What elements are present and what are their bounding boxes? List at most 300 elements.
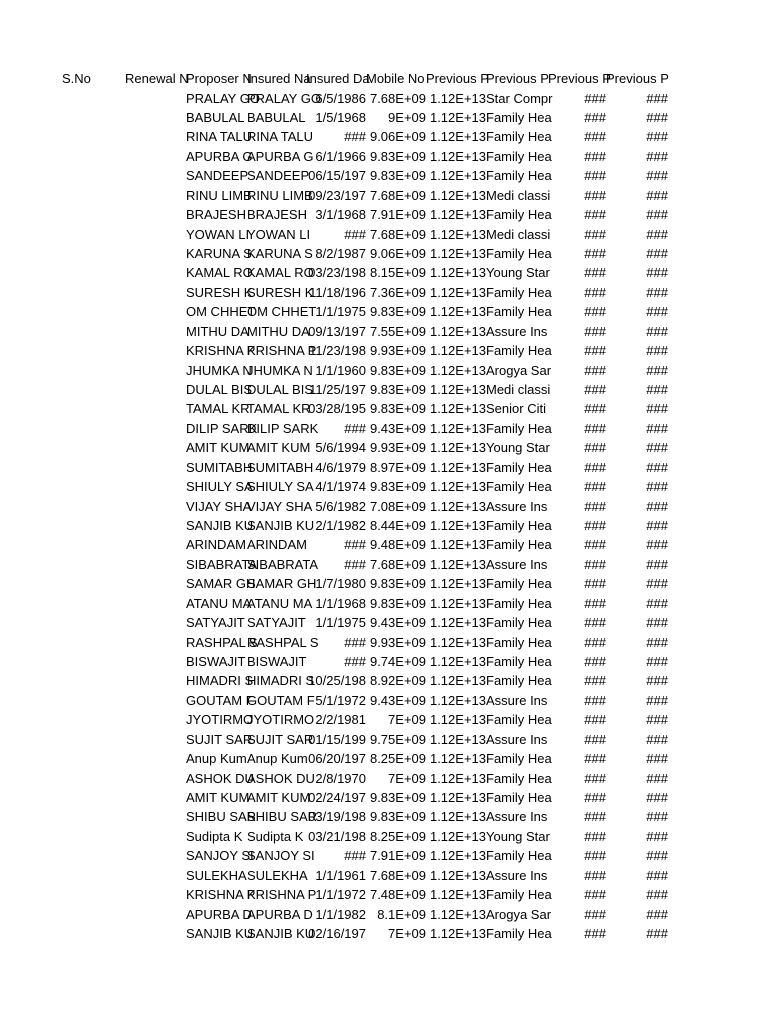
cell-previous-policy-no[interactable]: 1.12E+13 <box>429 615 486 631</box>
cell-previous-end[interactable]: ### <box>646 479 668 495</box>
cell-insured-name[interactable]: AMIT KUM <box>247 440 311 456</box>
cell-previous-policy-no[interactable]: 1.12E+13 <box>429 867 486 883</box>
cell-mobile-no[interactable]: 7.91E+09 <box>369 207 426 223</box>
cell-previous-product[interactable]: Family Hea <box>486 634 552 650</box>
cell-insured-dob[interactable]: 5/6/1994 <box>315 440 366 456</box>
cell-mobile-no[interactable]: 8.97E+09 <box>369 459 426 475</box>
cell-previous-end[interactable]: ### <box>646 906 668 922</box>
cell-proposer-name[interactable]: JYOTIRMO <box>186 712 254 728</box>
cell-proposer-name[interactable]: SANJIB KU <box>186 925 254 941</box>
cell-insured-name[interactable]: SUMITABH <box>247 459 314 475</box>
cell-proposer-name[interactable]: MITHU DA <box>186 323 249 339</box>
cell-previous-product[interactable]: Family Hea <box>486 207 552 223</box>
cell-mobile-no[interactable]: 9.83E+09 <box>369 401 426 417</box>
cell-previous-product[interactable]: Family Hea <box>486 168 552 184</box>
cell-previous-end[interactable]: ### <box>646 770 668 786</box>
cell-insured-dob[interactable]: 6/1/1966 <box>315 148 366 164</box>
cell-previous-policy-no[interactable]: 1.12E+13 <box>429 245 486 261</box>
cell-previous-product[interactable]: Senior Citi <box>486 401 546 417</box>
cell-insured-name[interactable]: SUJIT SAR <box>247 731 314 747</box>
cell-previous-product[interactable]: Family Hea <box>486 887 552 903</box>
cell-previous-start[interactable]: ### <box>584 323 606 339</box>
cell-previous-start[interactable]: ### <box>584 362 606 378</box>
cell-previous-start[interactable]: ### <box>584 401 606 417</box>
cell-previous-start[interactable]: ### <box>584 867 606 883</box>
cell-insured-dob[interactable]: ### <box>344 129 366 145</box>
cell-previous-end[interactable]: ### <box>646 304 668 320</box>
cell-insured-dob[interactable]: 2/2/1981 <box>315 712 366 728</box>
cell-previous-product[interactable]: Assure Ins <box>486 498 548 514</box>
cell-previous-end[interactable]: ### <box>646 343 668 359</box>
cell-proposer-name[interactable]: PRALAY GO <box>186 90 260 106</box>
cell-previous-policy-no[interactable]: 1.12E+13 <box>429 925 486 941</box>
cell-insured-dob[interactable]: 11/18/196 <box>309 284 366 300</box>
cell-previous-end[interactable]: ### <box>646 265 668 281</box>
cell-insured-name[interactable]: VIJAY SHA <box>247 498 313 514</box>
cell-previous-start[interactable]: ### <box>584 420 606 436</box>
cell-proposer-name[interactable]: SAMAR GH <box>186 576 256 592</box>
cell-previous-policy-no[interactable]: 1.12E+13 <box>429 284 486 300</box>
cell-previous-policy-no[interactable]: 1.12E+13 <box>429 90 486 106</box>
cell-previous-end[interactable]: ### <box>646 420 668 436</box>
cell-previous-product[interactable]: Medi classi <box>486 381 551 397</box>
cell-insured-name[interactable]: BABULAL <box>247 109 306 125</box>
cell-insured-name[interactable]: SANJIB KU <box>247 517 315 533</box>
cell-insured-name[interactable]: SAMAR GH <box>247 576 317 592</box>
cell-previous-start[interactable]: ### <box>584 459 606 475</box>
cell-mobile-no[interactable]: 9.83E+09 <box>369 479 426 495</box>
cell-mobile-no[interactable]: 7.68E+09 <box>369 226 426 242</box>
cell-previous-end[interactable]: ### <box>646 362 668 378</box>
cell-insured-name[interactable]: KARUNA S <box>247 245 313 261</box>
cell-previous-end[interactable]: ### <box>646 207 668 223</box>
cell-previous-start[interactable]: ### <box>584 906 606 922</box>
cell-previous-start[interactable]: ### <box>584 887 606 903</box>
cell-previous-product[interactable]: Young Star <box>486 828 550 844</box>
cell-mobile-no[interactable]: 9.43E+09 <box>369 420 426 436</box>
cell-mobile-no[interactable]: 7E+09 <box>388 712 426 728</box>
cell-insured-name[interactable]: SIBABRATA <box>247 556 319 572</box>
cell-previous-policy-no[interactable]: 1.12E+13 <box>429 653 486 669</box>
cell-previous-policy-no[interactable]: 1.12E+13 <box>429 168 486 184</box>
cell-insured-name[interactable]: Anup Kum <box>247 751 308 767</box>
cell-proposer-name[interactable]: JHUMKA N <box>186 362 252 378</box>
cell-proposer-name[interactable]: Anup Kum <box>186 751 247 767</box>
cell-insured-name[interactable]: JHUMKA N <box>247 362 313 378</box>
cell-insured-name[interactable]: KRISHNA P <box>247 343 317 359</box>
cell-insured-name[interactable]: APURBA G <box>247 148 314 164</box>
cell-insured-dob[interactable]: ### <box>344 556 366 572</box>
cell-previous-policy-no[interactable]: 1.12E+13 <box>429 381 486 397</box>
cell-proposer-name[interactable]: TAMAL KR <box>186 401 250 417</box>
cell-proposer-name[interactable]: RASHPAL S <box>186 634 258 650</box>
cell-previous-product[interactable]: Family Hea <box>486 517 552 533</box>
cell-proposer-name[interactable]: HIMADRI S <box>186 673 254 689</box>
cell-insured-dob[interactable]: 6/5/1986 <box>315 90 366 106</box>
cell-mobile-no[interactable]: 8.1E+09 <box>377 906 426 922</box>
cell-previous-end[interactable]: ### <box>646 517 668 533</box>
cell-previous-product[interactable]: Family Hea <box>486 789 552 805</box>
cell-previous-policy-no[interactable]: 1.12E+13 <box>429 265 486 281</box>
cell-proposer-name[interactable]: DULAL BIS <box>186 381 252 397</box>
cell-previous-start[interactable]: ### <box>584 304 606 320</box>
cell-insured-name[interactable]: DILIP SARK <box>247 420 319 436</box>
cell-previous-end[interactable]: ### <box>646 401 668 417</box>
cell-insured-name[interactable]: SATYAJIT <box>247 615 306 631</box>
cell-previous-start[interactable]: ### <box>584 207 606 223</box>
cell-previous-policy-no[interactable]: 1.12E+13 <box>429 362 486 378</box>
cell-mobile-no[interactable]: 7E+09 <box>388 925 426 941</box>
header-insured-dob[interactable]: Insured Da <box>306 71 370 86</box>
cell-previous-policy-no[interactable]: 1.12E+13 <box>429 595 486 611</box>
cell-previous-start[interactable]: ### <box>584 226 606 242</box>
cell-previous-policy-no[interactable]: 1.12E+13 <box>429 343 486 359</box>
header-previous-policy-3[interactable]: Previous P <box>548 71 611 86</box>
cell-previous-start[interactable]: ### <box>584 615 606 631</box>
cell-previous-start[interactable]: ### <box>584 440 606 456</box>
cell-previous-start[interactable]: ### <box>584 381 606 397</box>
cell-previous-start[interactable]: ### <box>584 498 606 514</box>
cell-insured-name[interactable]: SANJIB KU <box>247 925 315 941</box>
header-previous-policy-4[interactable]: Previous P <box>606 71 669 86</box>
cell-previous-start[interactable]: ### <box>584 90 606 106</box>
cell-previous-product[interactable]: Arogya Sar <box>486 906 552 922</box>
cell-previous-end[interactable]: ### <box>646 226 668 242</box>
cell-previous-start[interactable]: ### <box>584 517 606 533</box>
cell-mobile-no[interactable]: 9.48E+09 <box>369 537 426 553</box>
cell-previous-policy-no[interactable]: 1.12E+13 <box>429 848 486 864</box>
cell-previous-start[interactable]: ### <box>584 168 606 184</box>
cell-previous-end[interactable]: ### <box>646 925 668 941</box>
cell-proposer-name[interactable]: KAMAL RO <box>186 265 253 281</box>
header-sno[interactable]: S.No <box>62 71 91 86</box>
cell-insured-dob[interactable]: 03/21/198 <box>308 828 366 844</box>
cell-mobile-no[interactable]: 7.68E+09 <box>369 867 426 883</box>
cell-insured-name[interactable]: ARINDAM <box>247 537 307 553</box>
cell-previous-end[interactable]: ### <box>646 245 668 261</box>
cell-insured-name[interactable]: SURESH K <box>247 284 314 300</box>
cell-mobile-no[interactable]: 7.68E+09 <box>369 90 426 106</box>
cell-insured-dob[interactable]: 8/2/1987 <box>315 245 366 261</box>
cell-insured-dob[interactable]: 2/8/1970 <box>315 770 366 786</box>
cell-insured-name[interactable]: TAMAL KR <box>247 401 311 417</box>
cell-mobile-no[interactable]: 9.06E+09 <box>369 129 426 145</box>
cell-insured-dob[interactable]: 02/24/197 <box>308 789 366 805</box>
cell-proposer-name[interactable]: BRAJESH <box>186 207 246 223</box>
cell-mobile-no[interactable]: 8.15E+09 <box>369 265 426 281</box>
cell-proposer-name[interactable]: SULEKHA <box>186 867 247 883</box>
cell-mobile-no[interactable]: 7.08E+09 <box>369 498 426 514</box>
cell-insured-dob[interactable]: 09/23/197 <box>308 187 366 203</box>
cell-insured-name[interactable]: PRALAY GO <box>247 90 321 106</box>
cell-insured-dob[interactable]: 03/23/198 <box>308 265 366 281</box>
cell-previous-policy-no[interactable]: 1.12E+13 <box>429 634 486 650</box>
cell-previous-policy-no[interactable]: 1.12E+13 <box>429 537 486 553</box>
cell-previous-end[interactable]: ### <box>646 90 668 106</box>
cell-previous-policy-no[interactable]: 1.12E+13 <box>429 323 486 339</box>
header-insured-name[interactable]: Insured Na <box>247 71 311 86</box>
cell-insured-dob[interactable]: 1/1/1975 <box>315 615 366 631</box>
cell-previous-end[interactable]: ### <box>646 887 668 903</box>
cell-insured-dob[interactable]: 3/1/1968 <box>315 207 366 223</box>
cell-insured-dob[interactable]: 1/1/1982 <box>315 906 366 922</box>
cell-previous-policy-no[interactable]: 1.12E+13 <box>429 440 486 456</box>
cell-proposer-name[interactable]: AMIT KUM <box>186 440 250 456</box>
cell-mobile-no[interactable]: 9.43E+09 <box>369 692 426 708</box>
cell-insured-dob[interactable]: 06/20/197 <box>308 751 366 767</box>
cell-previous-start[interactable]: ### <box>584 848 606 864</box>
cell-proposer-name[interactable]: BABULAL <box>186 109 245 125</box>
cell-proposer-name[interactable]: OM CHHET <box>186 304 256 320</box>
cell-insured-dob[interactable]: 1/1/1961 <box>315 867 366 883</box>
cell-previous-end[interactable]: ### <box>646 751 668 767</box>
cell-insured-name[interactable]: DULAL BIS <box>247 381 313 397</box>
cell-previous-end[interactable]: ### <box>646 615 668 631</box>
cell-previous-product[interactable]: Family Hea <box>486 284 552 300</box>
cell-proposer-name[interactable]: RINU LIMB <box>186 187 252 203</box>
cell-previous-product[interactable]: Medi classi <box>486 187 551 203</box>
cell-previous-start[interactable]: ### <box>584 148 606 164</box>
cell-insured-dob[interactable]: ### <box>344 653 366 669</box>
cell-previous-policy-no[interactable]: 1.12E+13 <box>429 226 486 242</box>
cell-previous-start[interactable]: ### <box>584 129 606 145</box>
cell-mobile-no[interactable]: 9.83E+09 <box>369 381 426 397</box>
cell-previous-end[interactable]: ### <box>646 731 668 747</box>
cell-mobile-no[interactable]: 9.06E+09 <box>369 245 426 261</box>
cell-previous-policy-no[interactable]: 1.12E+13 <box>429 692 486 708</box>
cell-proposer-name[interactable]: KARUNA S <box>186 245 252 261</box>
cell-insured-dob[interactable]: 06/15/197 <box>308 168 366 184</box>
cell-insured-name[interactable]: SHIBU SAR <box>247 809 318 825</box>
cell-insured-dob[interactable]: 5/1/1972 <box>315 692 366 708</box>
cell-previous-end[interactable]: ### <box>646 129 668 145</box>
cell-previous-product[interactable]: Family Hea <box>486 109 552 125</box>
cell-insured-dob[interactable]: ### <box>344 634 366 650</box>
header-previous-policy-1[interactable]: Previous P <box>426 71 489 86</box>
cell-insured-dob[interactable]: ### <box>344 848 366 864</box>
cell-previous-start[interactable]: ### <box>584 653 606 669</box>
cell-previous-policy-no[interactable]: 1.12E+13 <box>429 187 486 203</box>
cell-previous-end[interactable]: ### <box>646 459 668 475</box>
cell-proposer-name[interactable]: APURBA D <box>186 906 252 922</box>
cell-proposer-name[interactable]: KRISHNA P <box>186 887 256 903</box>
cell-previous-policy-no[interactable]: 1.12E+13 <box>429 498 486 514</box>
cell-proposer-name[interactable]: SUJIT SAR <box>186 731 253 747</box>
cell-mobile-no[interactable]: 8.25E+09 <box>369 751 426 767</box>
cell-previous-start[interactable]: ### <box>584 245 606 261</box>
cell-insured-name[interactable]: AMIT KUM <box>247 789 311 805</box>
cell-previous-policy-no[interactable]: 1.12E+13 <box>429 148 486 164</box>
cell-previous-product[interactable]: Family Hea <box>486 712 552 728</box>
cell-previous-product[interactable]: Family Hea <box>486 304 552 320</box>
cell-mobile-no[interactable]: 9E+09 <box>388 109 426 125</box>
cell-proposer-name[interactable]: SANJOY SI <box>186 848 254 864</box>
cell-previous-start[interactable]: ### <box>584 925 606 941</box>
cell-previous-policy-no[interactable]: 1.12E+13 <box>429 770 486 786</box>
cell-insured-name[interactable]: SANDEEP <box>247 168 310 184</box>
cell-previous-product[interactable]: Assure Ins <box>486 809 548 825</box>
cell-insured-dob[interactable]: ### <box>344 537 366 553</box>
cell-previous-product[interactable]: Family Hea <box>486 148 552 164</box>
cell-mobile-no[interactable]: 7.68E+09 <box>369 187 426 203</box>
cell-proposer-name[interactable]: AMIT KUM <box>186 789 250 805</box>
cell-insured-name[interactable]: RINA TALU <box>247 129 313 145</box>
cell-proposer-name[interactable]: SANDEEP <box>186 168 249 184</box>
cell-previous-product[interactable]: Medi classi <box>486 226 551 242</box>
cell-previous-policy-no[interactable]: 1.12E+13 <box>429 207 486 223</box>
cell-insured-name[interactable]: BRAJESH <box>247 207 307 223</box>
cell-previous-product[interactable]: Family Hea <box>486 420 552 436</box>
cell-mobile-no[interactable]: 7.48E+09 <box>369 887 426 903</box>
cell-previous-start[interactable]: ### <box>584 692 606 708</box>
cell-previous-policy-no[interactable]: 1.12E+13 <box>429 828 486 844</box>
cell-insured-dob[interactable]: 1/5/1968 <box>315 109 366 125</box>
cell-mobile-no[interactable]: 7.55E+09 <box>369 323 426 339</box>
cell-mobile-no[interactable]: 9.83E+09 <box>369 809 426 825</box>
cell-proposer-name[interactable]: APURBA G <box>186 148 253 164</box>
cell-insured-name[interactable]: SANJOY SI <box>247 848 315 864</box>
cell-insured-dob[interactable]: 1/1/1960 <box>315 362 366 378</box>
cell-previous-start[interactable]: ### <box>584 751 606 767</box>
cell-previous-end[interactable]: ### <box>646 634 668 650</box>
cell-previous-product[interactable]: Family Hea <box>486 653 552 669</box>
cell-proposer-name[interactable]: KRISHNA P <box>186 343 256 359</box>
cell-insured-dob[interactable]: 1/1/1972 <box>315 887 366 903</box>
cell-previous-product[interactable]: Family Hea <box>486 595 552 611</box>
cell-previous-product[interactable]: Family Hea <box>486 848 552 864</box>
cell-mobile-no[interactable]: 9.75E+09 <box>369 731 426 747</box>
cell-insured-name[interactable]: ATANU MA <box>247 595 313 611</box>
cell-previous-product[interactable]: Family Hea <box>486 459 552 475</box>
cell-previous-end[interactable]: ### <box>646 673 668 689</box>
cell-previous-end[interactable]: ### <box>646 323 668 339</box>
cell-previous-end[interactable]: ### <box>646 867 668 883</box>
cell-insured-dob[interactable]: 1/7/1980 <box>315 576 366 592</box>
cell-proposer-name[interactable]: Sudipta K <box>186 828 243 844</box>
cell-previous-end[interactable]: ### <box>646 576 668 592</box>
cell-insured-dob[interactable]: 1/1/1975 <box>315 304 366 320</box>
cell-previous-start[interactable]: ### <box>584 576 606 592</box>
cell-insured-dob[interactable]: 03/28/195 <box>308 401 366 417</box>
cell-mobile-no[interactable]: 9.43E+09 <box>369 615 426 631</box>
cell-insured-dob[interactable]: 03/19/198 <box>308 809 366 825</box>
cell-mobile-no[interactable]: 9.83E+09 <box>369 789 426 805</box>
cell-previous-start[interactable]: ### <box>584 109 606 125</box>
cell-previous-policy-no[interactable]: 1.12E+13 <box>429 809 486 825</box>
header-renewal-no[interactable]: Renewal N <box>125 71 189 86</box>
cell-previous-policy-no[interactable]: 1.12E+13 <box>429 751 486 767</box>
cell-proposer-name[interactable]: SURESH K <box>186 284 253 300</box>
cell-previous-start[interactable]: ### <box>584 770 606 786</box>
cell-mobile-no[interactable]: 8.25E+09 <box>369 828 426 844</box>
cell-previous-product[interactable]: Family Hea <box>486 770 552 786</box>
cell-previous-product[interactable]: Young Star <box>486 265 550 281</box>
cell-previous-start[interactable]: ### <box>584 265 606 281</box>
cell-insured-name[interactable]: MITHU DA <box>247 323 310 339</box>
cell-insured-name[interactable]: ASHOK DU <box>247 770 315 786</box>
cell-proposer-name[interactable]: ATANU MA <box>186 595 252 611</box>
cell-previous-end[interactable]: ### <box>646 537 668 553</box>
cell-previous-product[interactable]: Assure Ins <box>486 323 548 339</box>
cell-previous-start[interactable]: ### <box>584 809 606 825</box>
cell-previous-start[interactable]: ### <box>584 187 606 203</box>
cell-previous-policy-no[interactable]: 1.12E+13 <box>429 517 486 533</box>
cell-mobile-no[interactable]: 9.93E+09 <box>369 440 426 456</box>
cell-insured-name[interactable]: BISWAJIT <box>247 653 307 669</box>
cell-previous-policy-no[interactable]: 1.12E+13 <box>429 129 486 145</box>
cell-mobile-no[interactable]: 7E+09 <box>388 770 426 786</box>
cell-previous-start[interactable]: ### <box>584 731 606 747</box>
cell-previous-policy-no[interactable]: 1.12E+13 <box>429 673 486 689</box>
cell-previous-start[interactable]: ### <box>584 537 606 553</box>
cell-previous-product[interactable]: Family Hea <box>486 129 552 145</box>
cell-previous-end[interactable]: ### <box>646 595 668 611</box>
cell-previous-product[interactable]: Assure Ins <box>486 692 548 708</box>
cell-previous-start[interactable]: ### <box>584 673 606 689</box>
cell-mobile-no[interactable]: 7.36E+09 <box>369 284 426 300</box>
cell-insured-name[interactable]: KRISHNA P <box>247 887 317 903</box>
cell-proposer-name[interactable]: ARINDAM <box>186 537 246 553</box>
cell-previous-policy-no[interactable]: 1.12E+13 <box>429 576 486 592</box>
cell-previous-product[interactable]: Family Hea <box>486 343 552 359</box>
cell-insured-dob[interactable]: 5/6/1982 <box>315 498 366 514</box>
cell-previous-policy-no[interactable]: 1.12E+13 <box>429 304 486 320</box>
cell-proposer-name[interactable]: YOWAN LI <box>186 226 250 242</box>
cell-previous-end[interactable]: ### <box>646 692 668 708</box>
cell-insured-dob[interactable]: 02/16/197 <box>308 925 366 941</box>
cell-previous-start[interactable]: ### <box>584 828 606 844</box>
cell-insured-name[interactable]: RASHPAL S <box>247 634 319 650</box>
cell-previous-end[interactable]: ### <box>646 712 668 728</box>
cell-mobile-no[interactable]: 9.93E+09 <box>369 343 426 359</box>
cell-previous-product[interactable]: Assure Ins <box>486 556 548 572</box>
cell-previous-product[interactable]: Young Star <box>486 440 550 456</box>
cell-proposer-name[interactable]: VIJAY SHA <box>186 498 252 514</box>
cell-previous-end[interactable]: ### <box>646 187 668 203</box>
cell-previous-product[interactable]: Family Hea <box>486 245 552 261</box>
cell-insured-name[interactable]: KAMAL RO <box>247 265 314 281</box>
cell-insured-name[interactable]: JYOTIRMO <box>247 712 315 728</box>
cell-proposer-name[interactable]: SATYAJIT <box>186 615 245 631</box>
cell-previous-end[interactable]: ### <box>646 168 668 184</box>
cell-insured-name[interactable]: RINU LIMB <box>247 187 313 203</box>
cell-insured-name[interactable]: SHIULY SA <box>247 479 314 495</box>
cell-previous-start[interactable]: ### <box>584 789 606 805</box>
cell-mobile-no[interactable]: 9.83E+09 <box>369 148 426 164</box>
cell-previous-start[interactable]: ### <box>584 284 606 300</box>
cell-mobile-no[interactable]: 9.83E+09 <box>369 304 426 320</box>
cell-mobile-no[interactable]: 7.68E+09 <box>369 556 426 572</box>
cell-proposer-name[interactable]: SIBABRATA <box>186 556 258 572</box>
cell-proposer-name[interactable]: SHIBU SAR <box>186 809 257 825</box>
cell-previous-policy-no[interactable]: 1.12E+13 <box>429 459 486 475</box>
cell-insured-name[interactable]: APURBA D <box>247 906 313 922</box>
cell-mobile-no[interactable]: 7.91E+09 <box>369 848 426 864</box>
cell-mobile-no[interactable]: 9.83E+09 <box>369 168 426 184</box>
cell-previous-policy-no[interactable]: 1.12E+13 <box>429 906 486 922</box>
cell-mobile-no[interactable]: 8.44E+09 <box>369 517 426 533</box>
cell-previous-product[interactable]: Family Hea <box>486 537 552 553</box>
cell-insured-name[interactable]: GOUTAM F <box>247 692 315 708</box>
cell-previous-policy-no[interactable]: 1.12E+13 <box>429 731 486 747</box>
cell-previous-product[interactable]: Family Hea <box>486 925 552 941</box>
cell-previous-product[interactable]: Family Hea <box>486 751 552 767</box>
cell-insured-dob[interactable]: 4/6/1979 <box>315 459 366 475</box>
cell-previous-end[interactable]: ### <box>646 789 668 805</box>
cell-insured-dob[interactable]: 01/15/199 <box>308 731 366 747</box>
header-previous-policy-2[interactable]: Previous P <box>486 71 549 86</box>
cell-previous-policy-no[interactable]: 1.12E+13 <box>429 789 486 805</box>
